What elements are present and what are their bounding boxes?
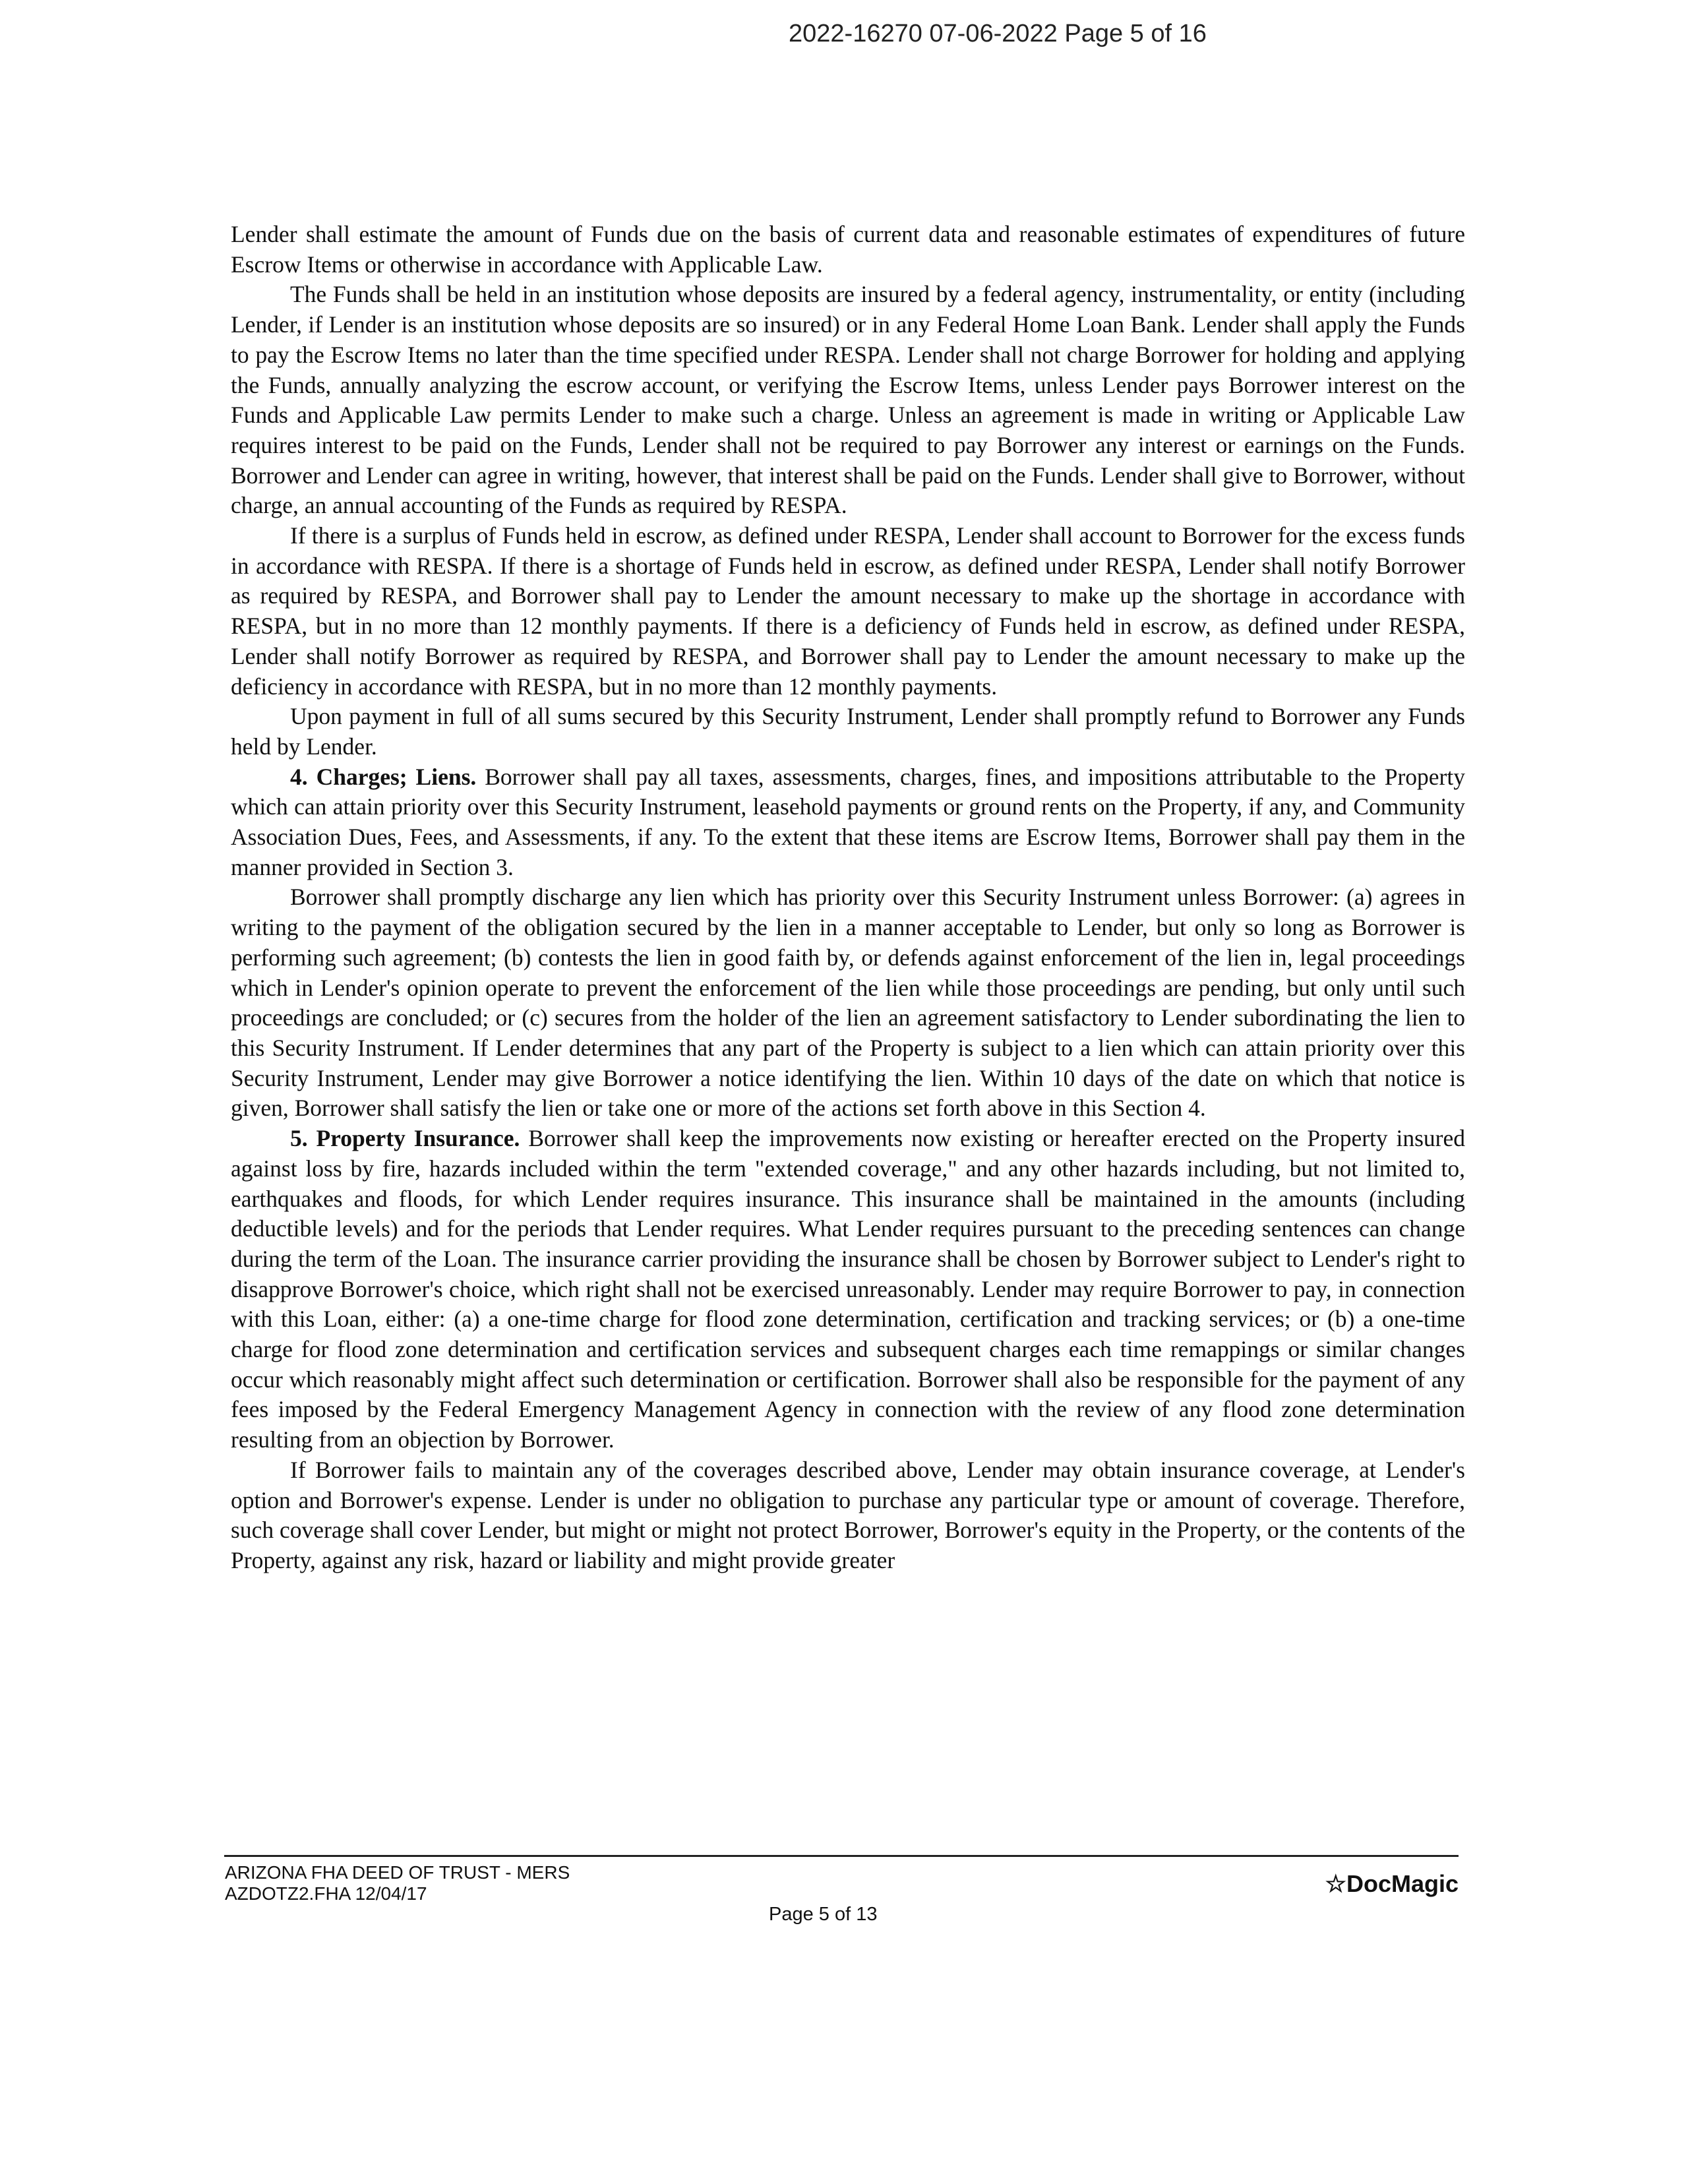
paragraph: Upon payment in full of all sums secured by this Security Instrument, Lender shall promptly refund to Borrower any Funds held by Lender.	[231, 703, 1465, 760]
form-code: AZDOTZ2.FHA 12/04/17	[225, 1883, 427, 1904]
section-text: Borrower shall pay all taxes, assessments, charges, fines, and impositions attributable to the Property which can attain priority over this Security Instrument, leasehold payments or ground rents on the Property, if any, and Community Association Dues, Fees, and Assessments, if any. To the extent that these items are Escrow Items, Borrower shall pay them in the manner provided in Section 3.	[231, 763, 1465, 880]
section-text: Borrower shall keep the improvements now existing or hereafter erected on the Property insured against loss by fire, hazards included within the term "extended coverage," and any other hazards including, but not limited to, earthquakes and floods, for which Lender requires insurance. This insurance shall be maintained in the amounts (including deductible levels) and for the periods that Lender requires. What Lender requires pursuant to the preceding sentences can change during the term of the Loan. The insurance carrier providing the insurance shall be chosen by Borrower subject to Lender's right to disapprove Borrower's choice, which right shall not be exercised unreasonably. Lender may require Borrower to pay, in connection with this Loan, either: (a) a one-time charge for flood zone determination, certification and tracking services; or (b) a one-time charge for flood zone determination and certification services and subsequent charges each time remappings or similar changes occur which reasonably might affect such determination or certification. Borrower shall also be responsible for the payment of any fees imposed by the Federal Emergency Management Agency in connection with the review of any flood zone determination resulting from an objection by Borrower.	[231, 1125, 1466, 1453]
docmagic-logo	[1325, 1870, 1459, 1898]
section-5-paragraph	[231, 1124, 1465, 1455]
brand-name: DocMagic	[1346, 1870, 1459, 1897]
paragraph: Borrower shall promptly discharge any lien which has priority over this Security Instrument unless Borrower: (a) agrees in writing to the payment of the obligation secured by the lien in a manner acceptable to Lender, but only so long as Borrower is performing such agreement; (b) contests the lien in good faith by, or defends against enforcement of the lien in, legal proceedings which in Lender's opinion operate to prevent the enforcement of the lien while those proceedings are pending, but only until such proceedings are concluded; or (c) secures from the holder of the lien an agreement satisfactory to Lender subordinating the lien to this Security Instrument. If Lender determines that any part of the Property is subject to a lien which can attain priority over this Security Instrument, Lender may give Borrower a notice identifying the lien. Within 10 days of the date on which that notice is given, Borrower shall satisfy the lien or take one or more of the actions set forth above in this Section 4.	[231, 884, 1465, 1122]
page-number: Page 5 of 13	[769, 1904, 878, 1925]
section-heading: 4. Charges; Liens.	[290, 763, 477, 790]
paragraph: Lender shall estimate the amount of Funds due on the basis of current data and reasonable estimates of expenditures of future Escrow Items or otherwise in accordance with Applicable Law.	[231, 221, 1465, 278]
document-body	[231, 220, 1465, 1576]
footer-divider	[224, 1855, 1459, 1857]
section-4-paragraph	[231, 762, 1465, 883]
footer-form-info	[225, 1862, 570, 1904]
form-title: ARIZONA FHA DEED OF TRUST - MERS	[225, 1862, 570, 1883]
paragraph: The Funds shall be held in an institution whose deposits are insured by a federal agency, instrumentality, or entity (including Lender, if Lender is an institution whose deposits are so insured) or in any Federal Home Loan Bank. Lender shall apply the Funds to pay the Escrow Items no later than the time specified under RESPA. Lender shall not charge Borrower for holding and applying the Funds, annually analyzing the escrow account, or verifying the Escrow Items, unless Lender pays Borrower interest on the Funds and Applicable Law permits Lender to make such a charge. Unless an agreement is made in writing or Applicable Law requires interest to be paid on the Funds, Lender shall not be required to pay Borrower any interest or earnings on the Funds. Borrower and Lender can agree in writing, however, that interest shall be paid on the Funds. Lender shall give to Borrower, without charge, an annual accounting of the Funds as required by RESPA.	[231, 281, 1465, 519]
star-icon: ☆	[1325, 1870, 1346, 1897]
paragraph: If there is a surplus of Funds held in escrow, as defined under RESPA, Lender shall account to Borrower for the excess funds in accordance with RESPA. If there is a shortage of Funds held in escrow, as defined under RESPA, Lender shall notify Borrower as required by RESPA, and Borrower shall pay to Lender the amount necessary to make up the shortage in accordance with RESPA, but in no more than 12 monthly payments. If there is a deficiency of Funds held in escrow, as defined under RESPA, Lender shall notify Borrower as required by RESPA, and Borrower shall pay to Lender the amount necessary to make up the deficiency in accordance with RESPA, but in no more than 12 monthly payments.	[231, 522, 1465, 700]
section-heading: 5. Property Insurance.	[290, 1125, 520, 1152]
paragraph: If Borrower fails to maintain any of the coverages described above, Lender may obtain insurance coverage, at Lender's option and Borrower's expense. Lender is under no obligation to purchase any particular type or amount of coverage. Therefore, such coverage shall cover Lender, but might or might not protect Borrower, Borrower's equity in the Property, or the contents of the Property, against any risk, hazard or liability and might provide greater	[231, 1456, 1465, 1573]
recording-stamp: 2022-16270 07-06-2022 Page 5 of 16	[789, 20, 1207, 47]
